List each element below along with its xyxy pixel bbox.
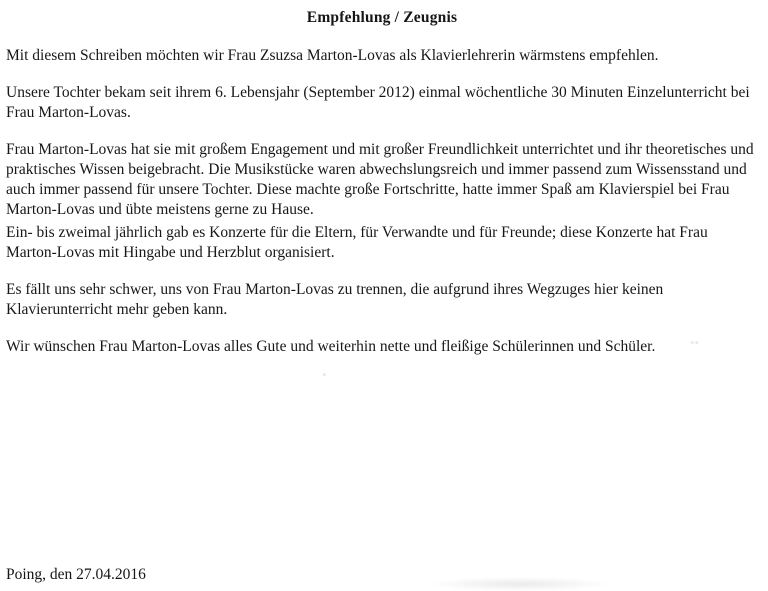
document-body bbox=[6, 28, 758, 358]
spacer bbox=[6, 123, 758, 140]
paragraph-3: Frau Marton-Lovas hat sie mit großem Engagement und mit großer Freundlichkeit unterrichtet und ihr theoretisches und praktisches Wissen beigebracht. Die Musikstücke waren abwechslungsreich und immer passend zum Wissensstand und auch immer passend für unsere Tochter. Diese machte große Fortschritte, hatte immer Spaß am Klavierspiel bei Frau Marton-Lovas und übte meistens gerne zu Hause. bbox=[6, 141, 754, 219]
paper-artifact: • bbox=[322, 367, 327, 382]
place-and-date: Poing, den 27.04.2016 bbox=[6, 565, 146, 583]
document-page bbox=[0, 5, 768, 591]
page-title: Empfehlung / Zeugnis bbox=[306, 9, 458, 26]
paragraph-4: Ein- bis zweimal jährlich gab es Konzerte für die Eltern, für Verwandte und für Freunde; diese Konzerte hat Frau Marton-Lovas mit Hingabe und Herzblut organisiert. bbox=[6, 223, 708, 261]
paragraph-6: Wir wünschen Frau Marton-Lovas alles Gute und weiterhin nette und fleißige Schülerinnen und Schüler. bbox=[6, 338, 656, 356]
spacer bbox=[6, 320, 758, 337]
spacer bbox=[6, 66, 758, 83]
document-footer bbox=[6, 565, 146, 585]
spacer bbox=[6, 28, 758, 46]
paragraph-1: Mit diesem Schreiben möchten wir Frau Zsuzsa Marton-Lovas als Klavierlehrerin wärmstens empfehlen. bbox=[6, 46, 659, 64]
paragraph-2: Unsere Tochter bekam seit ihrem 6. Lebensjahr (September 2012) einmal wöchentliche 30 Minuten Einzelunterricht bei Frau Marton-Lovas. bbox=[6, 83, 750, 121]
paragraph-5: Es fällt uns sehr schwer, uns von Frau Marton-Lovas zu trennen, die aufgrund ihres Wegzuges hier keinen Klavierunterricht mehr geben kann. bbox=[6, 280, 664, 318]
paper-artifact: •• bbox=[690, 335, 700, 350]
spacer bbox=[6, 263, 758, 280]
scan-smudge bbox=[430, 577, 610, 591]
